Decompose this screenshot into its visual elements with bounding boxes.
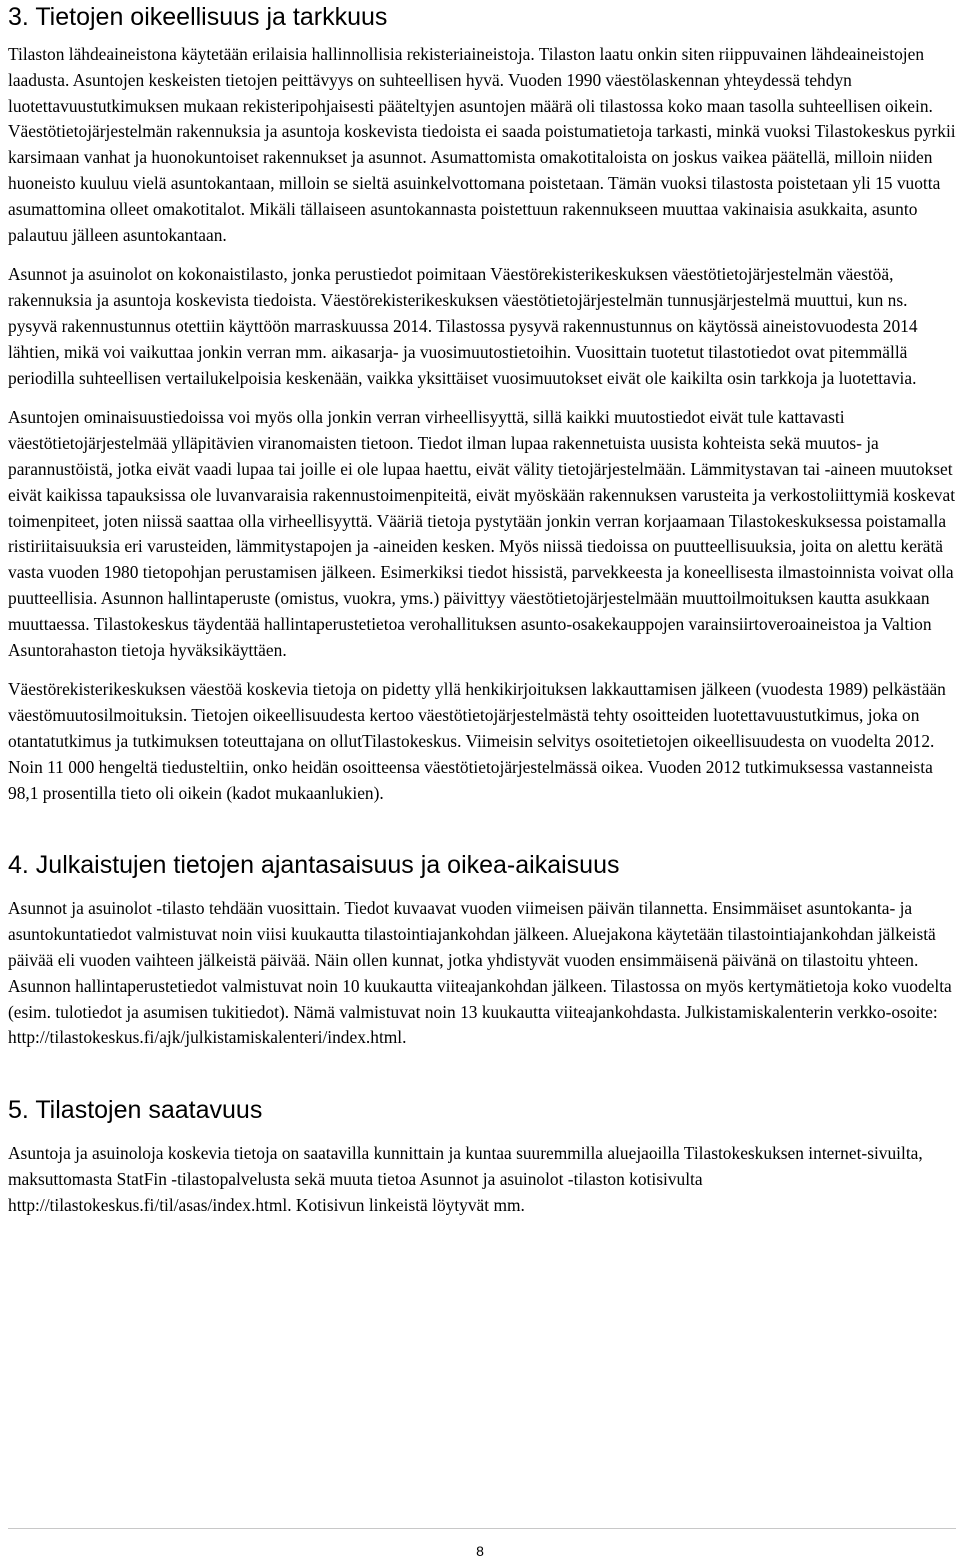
footer-divider	[8, 1528, 956, 1529]
page-number: 8	[476, 1543, 484, 1559]
section-3-heading: 3. Tietojen oikeellisuus ja tarkkuus	[8, 3, 388, 31]
section-3-paragraph-4: Väestörekisterikeskuksen väestöä koskevia tietoja on pidetty yllä henkikirjoituksen lakkauttamisen jälkeen (vuodesta 1989) pelkästään väestömuutosilmoituksin. Tietojen oikeellisuudesta kertoo väestötietojärjestelmästä tehty osoitteiden luotettavuustutkimus, joka on otantatutkimus ja tutkimuksen toteuttajana on ollutTilastokeskus. Viimeisin selvitys osoitetietojen oikeellisuudesta on vuodelta 2012. Noin 11 000 hengeltä tiedusteltiin, onko heidän osoitteensa väestötietojärjestelmässä oikea. Vuoden 2012 tutkimuksessa vastanneista 98,1 prosentilla tieto oli oikein (kadot mukaanlukien).	[8, 679, 946, 803]
section-3-paragraph-1: Tilaston lähdeaineistona käytetään erilaisia hallinnollisia rekisteriaineistoja. Tilaston laatu onkin siten riippuvainen lähdeaineistojen laadusta. Asuntojen keskeisten tietojen peittävyys on suhteellisen hyvä. Vuoden 1990 väestölaskennan yhteydessä tehdyn luotettavuustutkimuksen mukaan rekisteripohjaisesti pääteltyjen asuntojen määrä oli tilastossa koko maan tasolla suhteellisen oikein. Väestötietojärjestelmän rakennuksia ja asuntoja koskevista tiedoista ei saada poistumatietoja tarkasti, minkä vuoksi Tilastokeskus pyrkii karsimaan vanhat ja huonokuntoiset rakennukset ja asunnot. Asumattomista omakotitaloista on joskus vaikea päätellä, milloin niiden huoneisto kuuluu vielä asuntokantaan, milloin se sieltä asuinkelvottomana poistetaan. Tämän vuoksi tilastosta poistetaan yli 15 vuotta asumattomina olleet omakotitalot. Mikäli tällaiseen asuntokannasta poistettuun rakennukseen muuttaa vakinaisia asukkaita, asunto palautuu jälleen asuntokantaan.	[8, 44, 956, 245]
section-5-heading: 5. Tilastojen saatavuus	[8, 1096, 263, 1125]
section-4-heading: 4. Julkaistujen tietojen ajantasaisuus ja oikea-aikaisuus	[8, 851, 620, 880]
section-3-paragraph-2: Asunnot ja asuinolot on kokonaistilasto, jonka perustiedot poimitaan Väestörekisterikeskuksen väestötietojärjestelmän väestöä, rakennuksia ja asuntoja koskevista tiedoista. Väestörekisterikeskuksen väestötietojärjestelmän tunnusjärjestelmä muuttui, kun ns. pysyvä rakennustunnus otettiin käyttöön marraskuussa 2014. Tilastossa pysyvä rakennustunnus on käytössä aineistovuodesta 2014 lähtien, mikä voi vaikuttaa jonkin verran mm. aikasarja- ja vuosimuutostietoihin. Vuosittain tuotetut tilastotiedot ovat pitemmällä periodilla suhteellisen vertailukelpoisia keskenään, vaikka yksittäiset vuosimuutokset eivät ole kaikilta osin tarkkoja ja luotettavia.	[8, 264, 918, 388]
section-5-paragraph-1: Asuntoja ja asuinoloja koskevia tietoja on saatavilla kunnittain ja kuntaa suuremmilla aluejaoilla Tilastokeskuksen internet-sivuilta, maksuttomasta StatFin -tilastopalvelusta sekä muuta tietoa Asunnot ja asuinolot -tilaston kotisivulta http://tilastokeskus.fi/til/asas/index.html. Kotisivun linkeistä löytyvät mm.	[8, 1143, 923, 1215]
section-3-paragraph-3: Asuntojen ominaisuustiedoissa voi myös olla jonkin verran virheellisyyttä, sillä kaikki muutostiedot eivät tule kattavasti väestötietojärjestelmää ylläpitävien viranomaisten tietoon. Tiedot ilman lupaa rakennetuista uusista kohteista sekä muutos- ja parannustöistä, jotka eivät vaadi lupaa tai joille ei ole lupaa haettu, eivät välity tietojärjestelmään. Lämmitystavan tai -aineen muutokset eivät kaikissa tapauksissa ole luvanvaraisia rakennustoimenpiteitä, eivät myöskään rakennuksen varusteita ja verkostoliittymiä koskevat toimenpiteet, joten niissä saattaa olla virheellisyyttä. Vääriä tietoja pystytään jonkin verran korjaamaan Tilastokeskuksessa poistamalla ristiriitaisuuksia eri varusteiden, lämmitystapojen ja -aineiden kesken. Myös niissä tiedoissa on puutteellisuuksia, joita on alettu kerätä vasta vuoden 1980 tietopohjan perustamisen jälkeen. Esimerkiksi tiedot hissistä, parvekkeesta ja koneellisesta ilmastoinnista voivat olla puutteellisia. Asunnon hallintaperuste (omistus, vuokra, yms.) päivittyy väestötietojärjestelmään muuttoilmoituksen kautta asukkaan muuttaessa. Tilastokeskus täydentää hallintaperustetietoa verohallituksen asunto-osakekauppojen varainsiirtoveroaineistoa ja Valtion Asuntorahaston tietoja hyväksikäyttäen.	[8, 407, 956, 660]
document-page	[8, 0, 956, 1218]
section-4-paragraph-1: Asunnot ja asuinolot -tilasto tehdään vuosittain. Tiedot kuvaavat vuoden viimeisen päivän tilannetta. Ensimmäiset asuntokanta- ja asuntokuntatiedot valmistuvat noin viisi kuukautta tilastointiajankohdan jälkeen. Aluejakona käytetään tilastointiajankohdan jälkeistä päivää eli vuoden vaihteen jälkeistä päivää. Näin ollen kunnat, jotka yhdistyvät vuoden ensimmäisenä päivänä on tilastoitu yhteen. Asunnon hallintaperustetiedot valmistuvat noin 10 kuukautta viiteajankohdan jälkeen. Tilastossa on myös kertymätietoja koko vuodelta (esim. tulotiedot ja asumisen tukitiedot). Nämä valmistuvat noin 13 kuukautta viiteajankohdasta. Julkistamiskalenterin verkko-osoite: http://tilastokeskus.fi/ajk/julkistamiskalenteri/index.html.	[8, 898, 952, 1048]
